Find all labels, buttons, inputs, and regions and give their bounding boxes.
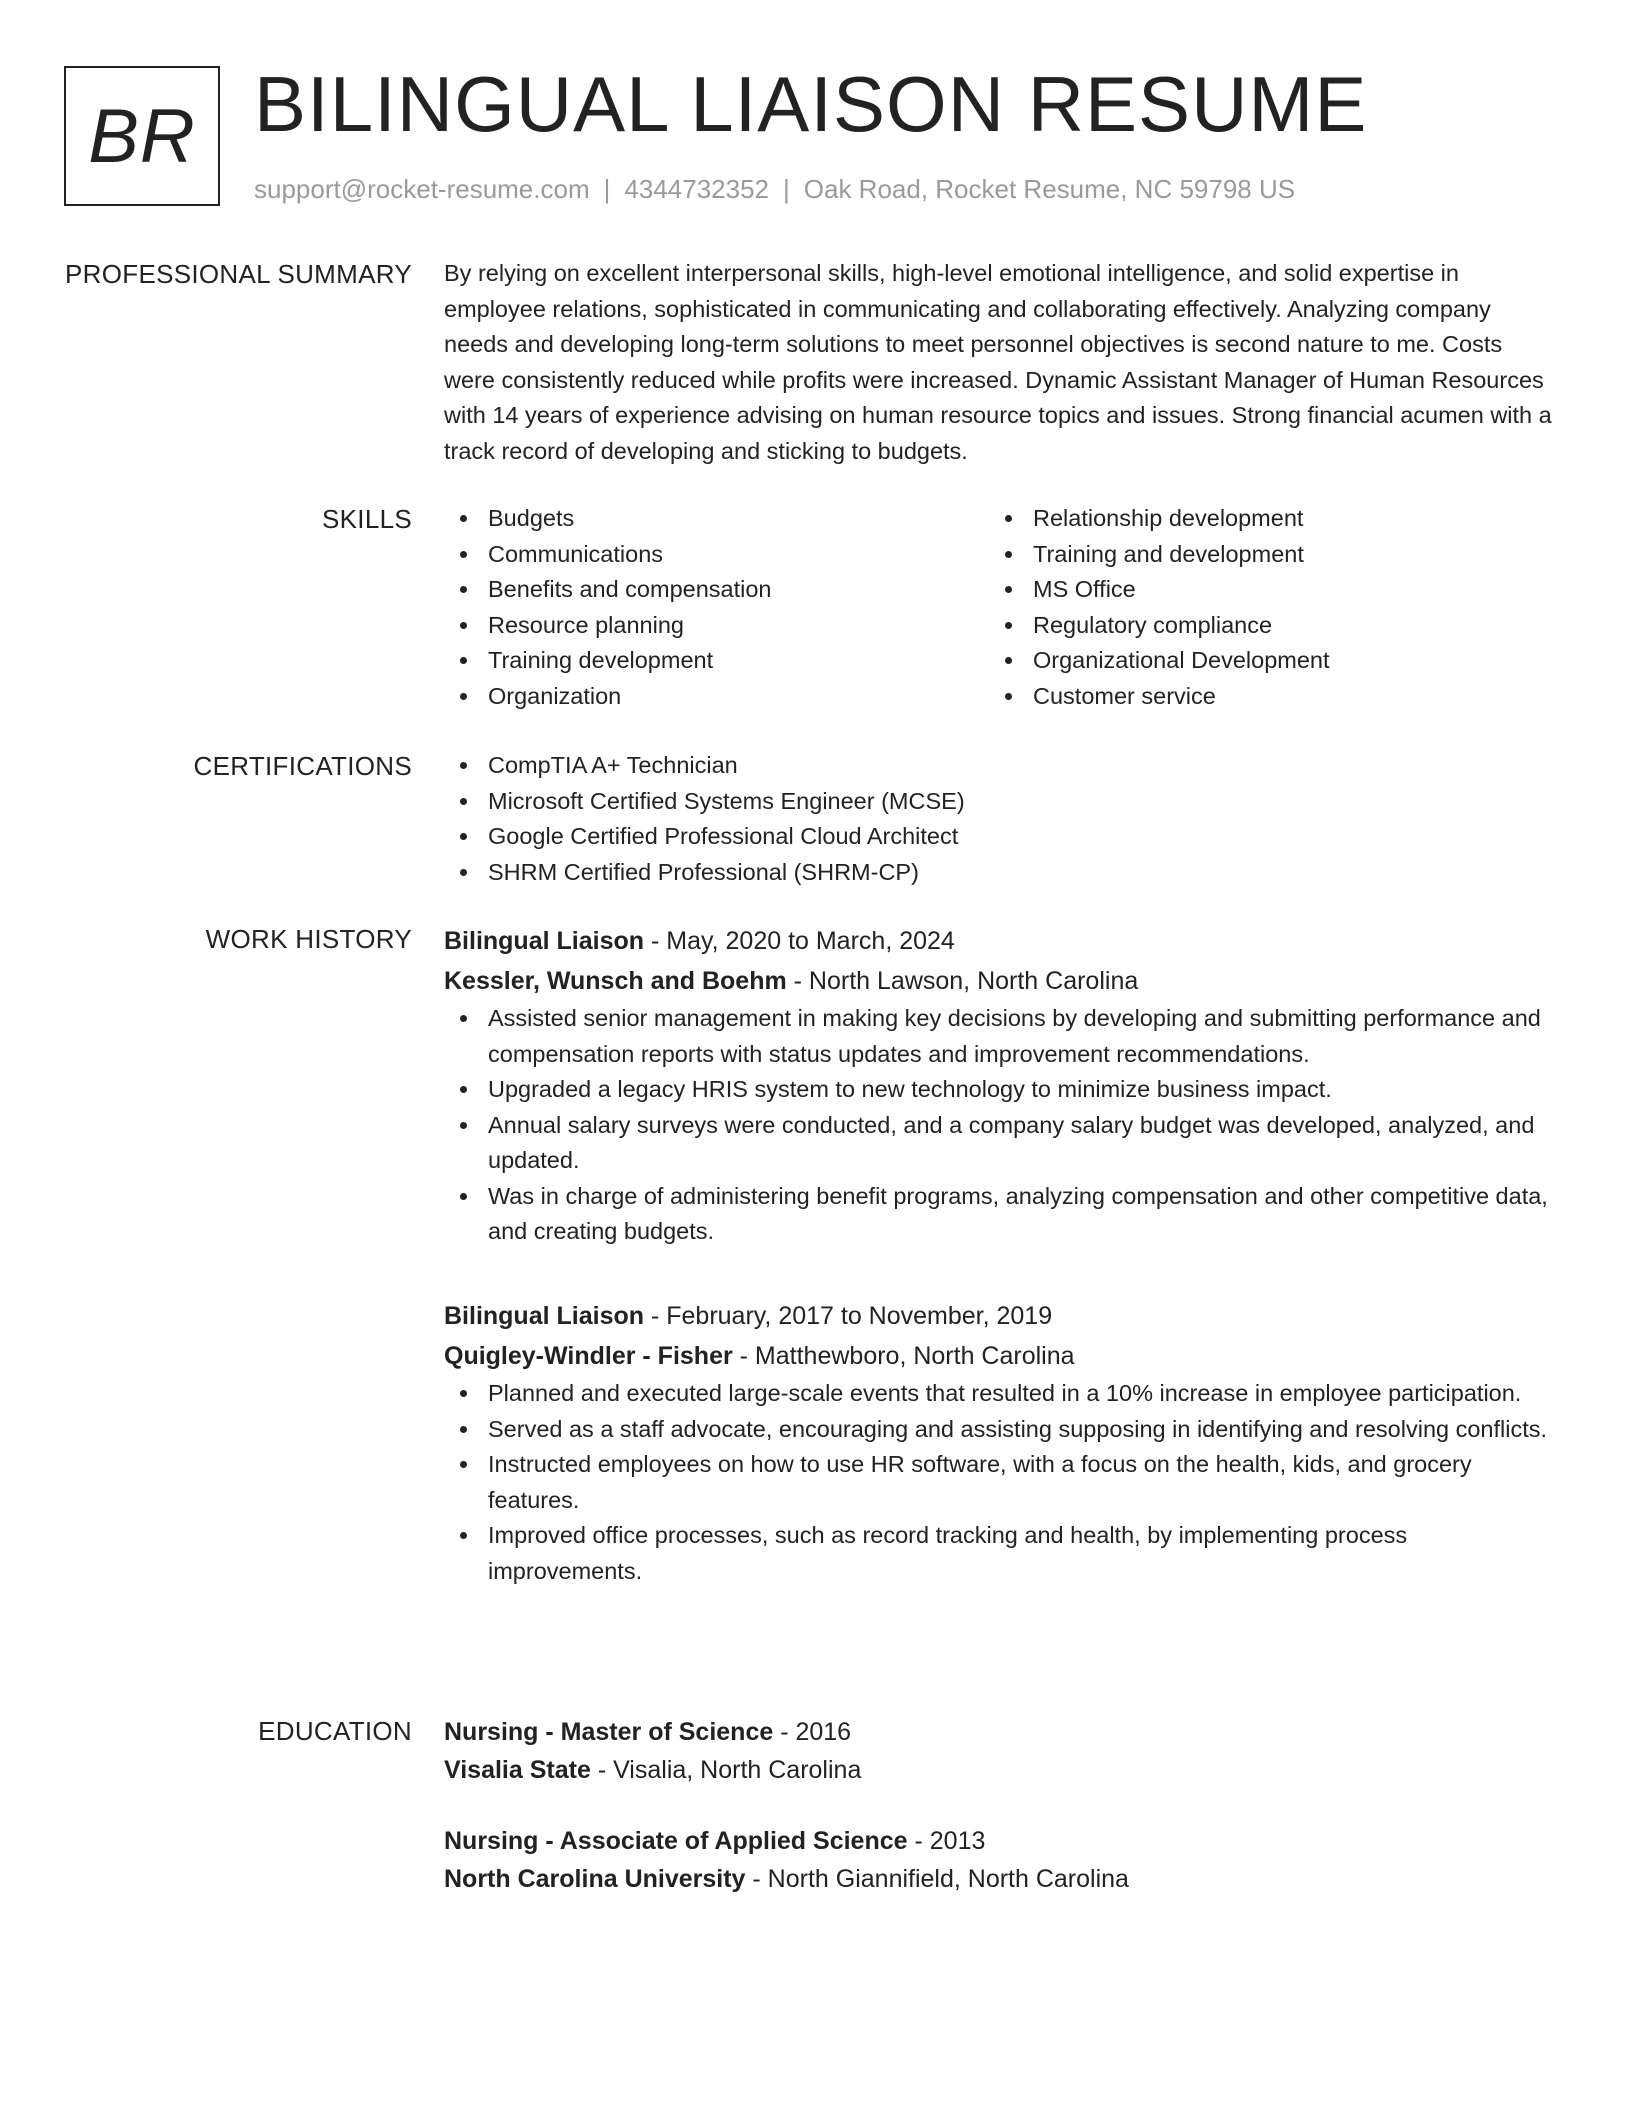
job-title-line (444, 1296, 1556, 1336)
job-location: - Matthewboro, North Carolina (739, 1342, 1075, 1370)
job-bullet: Assisted senior management in making key decisions by developing and submitting performance and compensation reports with status updates and improvement recommendations. (444, 1001, 1556, 1072)
job-title: Bilingual Liaison (444, 1302, 645, 1330)
contact-address: Oak Road, Rocket Resume, NC 59798 US (803, 174, 1296, 204)
school-line (444, 1860, 1556, 1898)
bullet-dot-icon (460, 693, 467, 700)
job-bullet: Instructed employees on how to use HR software, with a focus on the health, kids, and grocery features. (444, 1447, 1556, 1518)
skill-item: Regulatory compliance (989, 608, 1534, 644)
degree-name: Nursing - Master of Science (444, 1718, 774, 1746)
job-bullet: Annual salary surveys were conducted, and a company salary budget was developed, analyzed, and updated. (444, 1108, 1556, 1179)
bullet-dot-icon (460, 1426, 467, 1433)
certification-item: Google Certified Professional Cloud Architect (444, 819, 1556, 855)
certification-item: Microsoft Certified Systems Engineer (MCSE) (444, 784, 1556, 820)
job-entry (444, 1296, 1556, 1589)
contact-email[interactable]: support@rocket-resume.com (254, 174, 590, 204)
skills-grid (444, 501, 1556, 714)
skill-item: Relationship development (989, 501, 1534, 537)
bullet-dot-icon (460, 869, 467, 876)
bullet-dot-icon (460, 515, 467, 522)
education-heading: EDUCATION (258, 1716, 412, 1746)
job-location: - North Lawson, North Carolina (793, 967, 1139, 995)
skills-column-right (989, 501, 1534, 714)
skill-item: Training and development (989, 537, 1534, 573)
degree-year: - 2013 (914, 1827, 986, 1855)
contact-line (254, 172, 1295, 206)
degree-year: - 2016 (780, 1718, 852, 1746)
bullet-dot-icon (460, 762, 467, 769)
bullet-dot-icon (460, 1461, 467, 1468)
job-title-line (444, 921, 1556, 961)
skill-item: Training development (444, 643, 989, 679)
bullet-dot-icon (460, 798, 467, 805)
bullet-dot-icon (1005, 515, 1012, 522)
skills-heading: SKILLS (322, 504, 412, 534)
bullet-dot-icon (460, 1086, 467, 1093)
school-location: - Visalia, North Carolina (597, 1756, 862, 1784)
skill-item: Customer service (989, 679, 1534, 715)
skill-item: Resource planning (444, 608, 989, 644)
job-company: Kessler, Wunsch and Boehm (444, 967, 787, 995)
contact-separator: | (603, 174, 611, 204)
bullet-dot-icon (460, 551, 467, 558)
school-name: North Carolina University (444, 1865, 746, 1893)
monogram-badge: BR (64, 66, 220, 206)
job-bullet: Upgraded a legacy HRIS system to new technology to minimize business impact. (444, 1072, 1556, 1108)
certification-item: SHRM Certified Professional (SHRM-CP) (444, 855, 1556, 891)
job-title: Bilingual Liaison (444, 927, 645, 955)
education-entry (444, 1713, 1556, 1789)
bullet-dot-icon (1005, 693, 1012, 700)
certifications-heading: CERTIFICATIONS (193, 751, 412, 781)
school-line (444, 1751, 1556, 1789)
bullet-dot-icon (460, 833, 467, 840)
skill-item: Organizational Development (989, 643, 1534, 679)
skill-item: Benefits and compensation (444, 572, 989, 608)
bullet-dot-icon (460, 1390, 467, 1397)
skill-item: Communications (444, 537, 989, 573)
job-company: Quigley-Windler - Fisher (444, 1342, 733, 1370)
summary-text: By relying on excellent interpersonal skills, high-level emotional intelligence, and solid expertise in employee relations, sophisticated in communicating and collaborating effectively. Analyzing company needs and developing long-term solutions to meet personnel objectives is second nature to me. Costs were consistently reduced while profits were increased. Dynamic Assistant Manager of Human Resources with 14 years of experience advising on human resource topics and issues. Strong financial acumen with a track record of developing and sticking to budgets. (444, 260, 1552, 464)
degree-line (444, 1713, 1556, 1751)
bullet-dot-icon (1005, 657, 1012, 664)
education-entry (444, 1822, 1556, 1898)
job-bullet-list (444, 1001, 1556, 1250)
bullet-dot-icon (460, 1193, 467, 1200)
bullet-dot-icon (1005, 551, 1012, 558)
job-bullet: Served as a staff advocate, encouraging and assisting supposing in identifying and resolving conflicts. (444, 1412, 1556, 1448)
resume-title: BILINGUAL LIAISON RESUME (254, 60, 1368, 148)
bullet-dot-icon (1005, 586, 1012, 593)
certification-item: CompTIA A+ Technician (444, 748, 1556, 784)
job-bullet: Improved office processes, such as record tracking and health, by implementing process improvements. (444, 1518, 1556, 1589)
school-location: - North Giannifield, North Carolina (752, 1865, 1129, 1893)
job-dates: - February, 2017 to November, 2019 (650, 1302, 1053, 1330)
job-entry (444, 921, 1556, 1250)
skill-item: Budgets (444, 501, 989, 537)
bullet-dot-icon (460, 1015, 467, 1022)
job-bullet: Was in charge of administering benefit programs, analyzing compensation and other competitive data, and creating budgets. (444, 1179, 1556, 1250)
skill-item: MS Office (989, 572, 1534, 608)
job-bullet-list (444, 1376, 1556, 1589)
bullet-dot-icon (460, 1122, 467, 1129)
summary-heading: PROFESSIONAL SUMMARY (65, 259, 412, 289)
school-name: Visalia State (444, 1756, 591, 1784)
contact-phone[interactable]: 4344732352 (624, 174, 769, 204)
skills-column-left (444, 501, 989, 714)
bullet-dot-icon (460, 657, 467, 664)
bullet-dot-icon (460, 1532, 467, 1539)
bullet-dot-icon (460, 586, 467, 593)
skill-item: Organization (444, 679, 989, 715)
contact-separator: | (783, 174, 790, 204)
job-company-line (444, 961, 1556, 1001)
degree-name: Nursing - Associate of Applied Science (444, 1827, 908, 1855)
job-bullet: Planned and executed large-scale events that resulted in a 10% increase in employee participation. (444, 1376, 1556, 1412)
bullet-dot-icon (1005, 622, 1012, 629)
work-history-heading: WORK HISTORY (205, 924, 412, 954)
job-company-line (444, 1336, 1556, 1376)
bullet-dot-icon (460, 622, 467, 629)
degree-line (444, 1822, 1556, 1860)
job-dates: - May, 2020 to March, 2024 (650, 927, 955, 955)
